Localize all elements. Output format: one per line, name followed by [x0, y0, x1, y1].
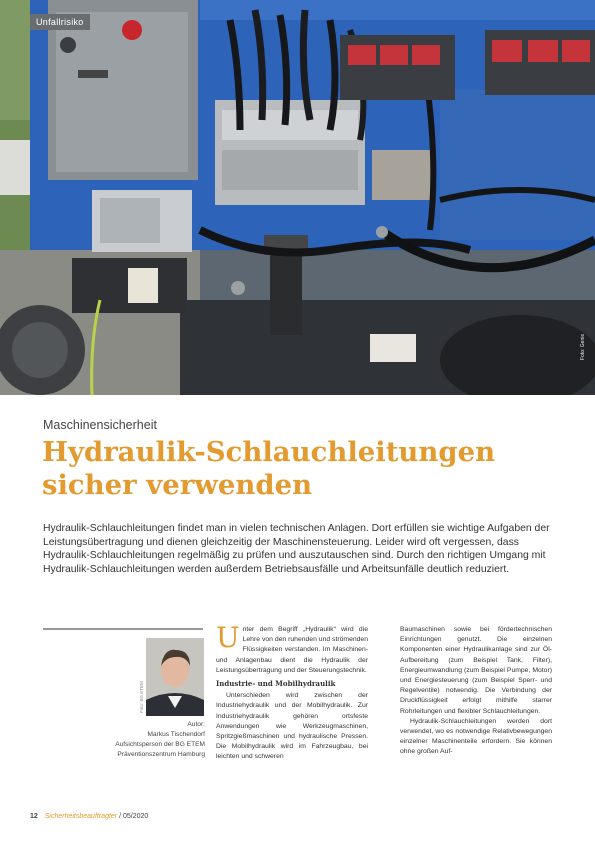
drop-cap: U	[216, 621, 240, 654]
photo-credit: Foto: Genie	[580, 333, 586, 360]
page-number: 12	[30, 813, 38, 820]
article-column-1	[216, 621, 368, 763]
section-subhead: Industrie- und Mobilhydraulik	[216, 679, 336, 689]
article-column-2	[400, 625, 552, 758]
author-divider	[43, 628, 203, 630]
page-footer	[30, 813, 148, 820]
column-2-paragraph-2: Hydraulik-Schlauchleitungen werden dort verwendet, wo es notwendige Relativbewegungen einzelner Maschinenteile erfordern. Sie können ohne großen Auf-	[400, 717, 552, 756]
issue-number: / 05/2020	[119, 813, 149, 820]
author-role: Autor:	[187, 721, 205, 728]
author-center: Präventionszentrum Hamburg	[117, 751, 205, 758]
column-1-text-1: nter dem Begriff „Hydraulik“ wird die Lehre von den ruhenden und strömenden Flüssigkeiten verstanden. Im Maschinen- und Anlagenbau dient die Hydraulik der Leistungsübertragung und der Steuerungstechnik.	[216, 626, 368, 674]
author-caption	[43, 720, 205, 760]
author-photo-credit: Foto: BG ETEM	[139, 681, 144, 713]
article-headline	[42, 436, 562, 502]
author-position: Aufsichtsperson der BG ETEM	[115, 741, 205, 748]
magazine-name: Sicherheitsbeauftragter	[44, 813, 118, 820]
hydraulic-machine-photo	[0, 0, 595, 395]
column-2-paragraph-1: Baumaschinen sowie bei fördertechnischen Einrichtungen genutzt. Die einzelnen Komponenten einer Hydraulikanlage sind zur Öl-Aufbereitung (zum Beispiel Tank, Filter), Energieumwandlung (zum Beispiel Pumpe, Motor) und Energiesteuerung (zum Beispiel Sperr- und Regelventile) notwendig. Die Verbindung der Druckflüssigkeit erfolgt mithilfe starrer Rohrleitungen und flexibler Schlauchleitungen.	[400, 626, 552, 715]
headline-line-1: Hydraulik-Schlauchleitungen	[42, 436, 496, 468]
article-lead: Hydraulik-Schlauchleitungen findet man in vielen technischen Anlagen. Dort erfüllen sie wichtige Aufgaben der Leistungsübertragung und dienen gleichzeitig der Maschinensteuerung. Leider wird oft vergessen, dass Hydraulik-Schlauchleitungen regelmäßig zu prüfen und auszutauschen sind. Durch den richtigen Umgang mit Hydraulik-Schlauchleitungen werden außerdem Betriebsausfälle und Arbeitsunfälle deutlich reduziert.	[43, 523, 550, 575]
category-label: Unfallrisiko	[30, 14, 90, 30]
column-1-paragraph-2: Unterschieden wird zwischen der Industriehydraulik und der Mobilhydraulik. Zur Industriehydraulik gehören ortsfeste Anwendungen wie Werkzeugmaschinen, Spritzgießmaschinen und hydraulische Pressen. Die Mobilhydraulik wird im Fahrzeugbau, bei leichten und schweren	[216, 692, 368, 761]
author-photo	[146, 638, 204, 716]
article-kicker: Maschinensicherheit	[43, 418, 157, 432]
column-1-paragraph-1	[216, 621, 368, 676]
headline-line-2: sicher verwenden	[42, 469, 313, 501]
author-name: Markus Tischendorf	[147, 731, 205, 738]
hero-image	[0, 0, 595, 395]
